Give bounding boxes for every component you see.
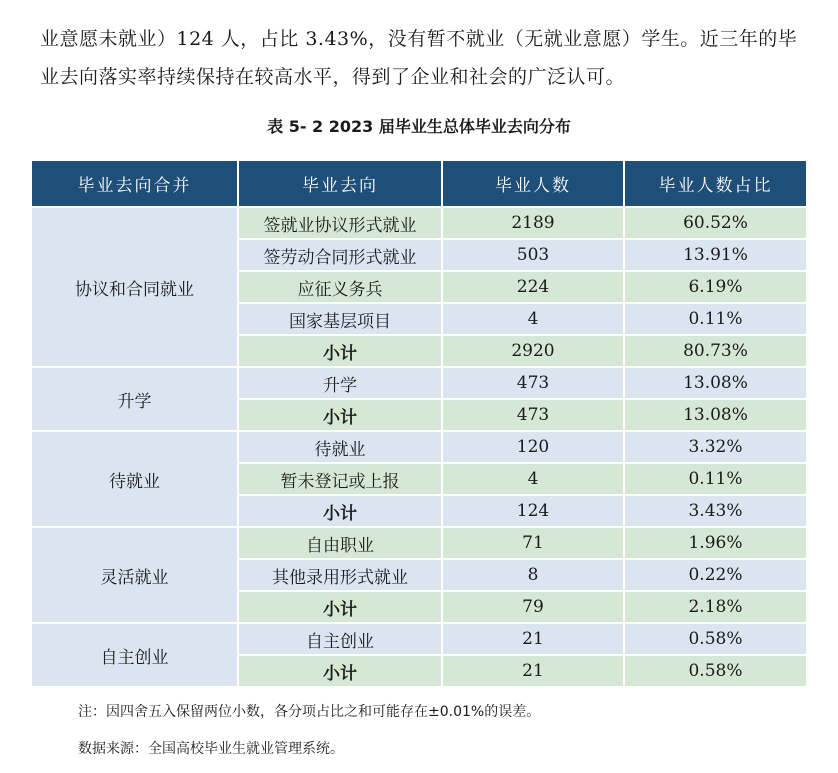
table-header-row (32, 161, 806, 207)
count-cell: 4 (442, 463, 624, 495)
count-cell: 21 (442, 623, 624, 655)
paragraph-line-2: 业去向落实率持续保持在较高水平，得到了企业和社会的广泛认可。 (40, 66, 626, 88)
body-paragraph (40, 20, 810, 96)
percentage-cell: 3.43% (624, 495, 806, 527)
table-body (32, 207, 806, 687)
subtotal-label: 小计 (238, 399, 442, 431)
header-destination: 毕业去向 (238, 161, 442, 207)
percentage-cell: 0.11% (624, 303, 806, 335)
group-cell: 灵活就业 (32, 527, 238, 623)
count-cell: 2920 (442, 335, 624, 367)
table-row (32, 431, 806, 463)
destination-cell: 签劳动合同形式就业 (238, 239, 442, 271)
percentage-cell: 0.58% (624, 623, 806, 655)
percentage-cell: 13.08% (624, 367, 806, 399)
percentage-cell: 80.73% (624, 335, 806, 367)
count-cell: 473 (442, 399, 624, 431)
table-row (32, 527, 806, 559)
table-row (32, 207, 806, 239)
count-cell: 224 (442, 271, 624, 303)
percentage-cell: 13.91% (624, 239, 806, 271)
count-cell: 503 (442, 239, 624, 271)
destination-cell: 待就业 (238, 431, 442, 463)
destination-cell: 自由职业 (238, 527, 442, 559)
percentage-cell: 1.96% (624, 527, 806, 559)
count-cell: 71 (442, 527, 624, 559)
group-cell: 协议和合同就业 (32, 207, 238, 367)
percentage-cell: 0.11% (624, 463, 806, 495)
destination-cell: 暂未登记或上报 (238, 463, 442, 495)
graduate-destination-table (32, 161, 806, 688)
group-cell: 待就业 (32, 431, 238, 527)
subtotal-label: 小计 (238, 591, 442, 623)
data-source: 数据来源：全国高校毕业生就业管理系统。 (78, 741, 344, 757)
table-row (32, 367, 806, 399)
count-cell: 79 (442, 591, 624, 623)
table-title: 表 5- 2 2023 届毕业生总体毕业去向分布 (267, 117, 571, 136)
percentage-cell: 6.19% (624, 271, 806, 303)
destination-cell: 应征义务兵 (238, 271, 442, 303)
count-cell: 120 (442, 431, 624, 463)
percentage-cell: 2.18% (624, 591, 806, 623)
subtotal-label: 小计 (238, 335, 442, 367)
percentage-cell: 0.58% (624, 655, 806, 687)
count-cell: 21 (442, 655, 624, 687)
percentage-cell: 3.32% (624, 431, 806, 463)
destination-cell: 签就业协议形式就业 (238, 207, 442, 239)
header-count: 毕业人数 (442, 161, 624, 207)
table-row (32, 623, 806, 655)
group-cell: 升学 (32, 367, 238, 431)
percentage-cell: 0.22% (624, 559, 806, 591)
destination-cell: 国家基层项目 (238, 303, 442, 335)
subtotal-label: 小计 (238, 495, 442, 527)
percentage-cell: 60.52% (624, 207, 806, 239)
count-cell: 8 (442, 559, 624, 591)
subtotal-label: 小计 (238, 655, 442, 687)
destination-cell: 升学 (238, 367, 442, 399)
count-cell: 4 (442, 303, 624, 335)
count-cell: 124 (442, 495, 624, 527)
count-cell: 2189 (442, 207, 624, 239)
group-cell: 自主创业 (32, 623, 238, 687)
count-cell: 473 (442, 367, 624, 399)
table-note: 注：因四舍五入保留两位小数，各分项占比之和可能存在±0.01%的误差。 (78, 704, 541, 720)
percentage-cell: 13.08% (624, 399, 806, 431)
destination-cell: 其他录用形式就业 (238, 559, 442, 591)
header-percentage: 毕业人数占比 (624, 161, 806, 207)
header-destination-group: 毕业去向合并 (32, 161, 238, 207)
paragraph-line-1: 业意愿未就业）124 人，占比 3.43%，没有暂不就业（无就业意愿）学生。近三年的毕 (40, 28, 798, 50)
destination-cell: 自主创业 (238, 623, 442, 655)
